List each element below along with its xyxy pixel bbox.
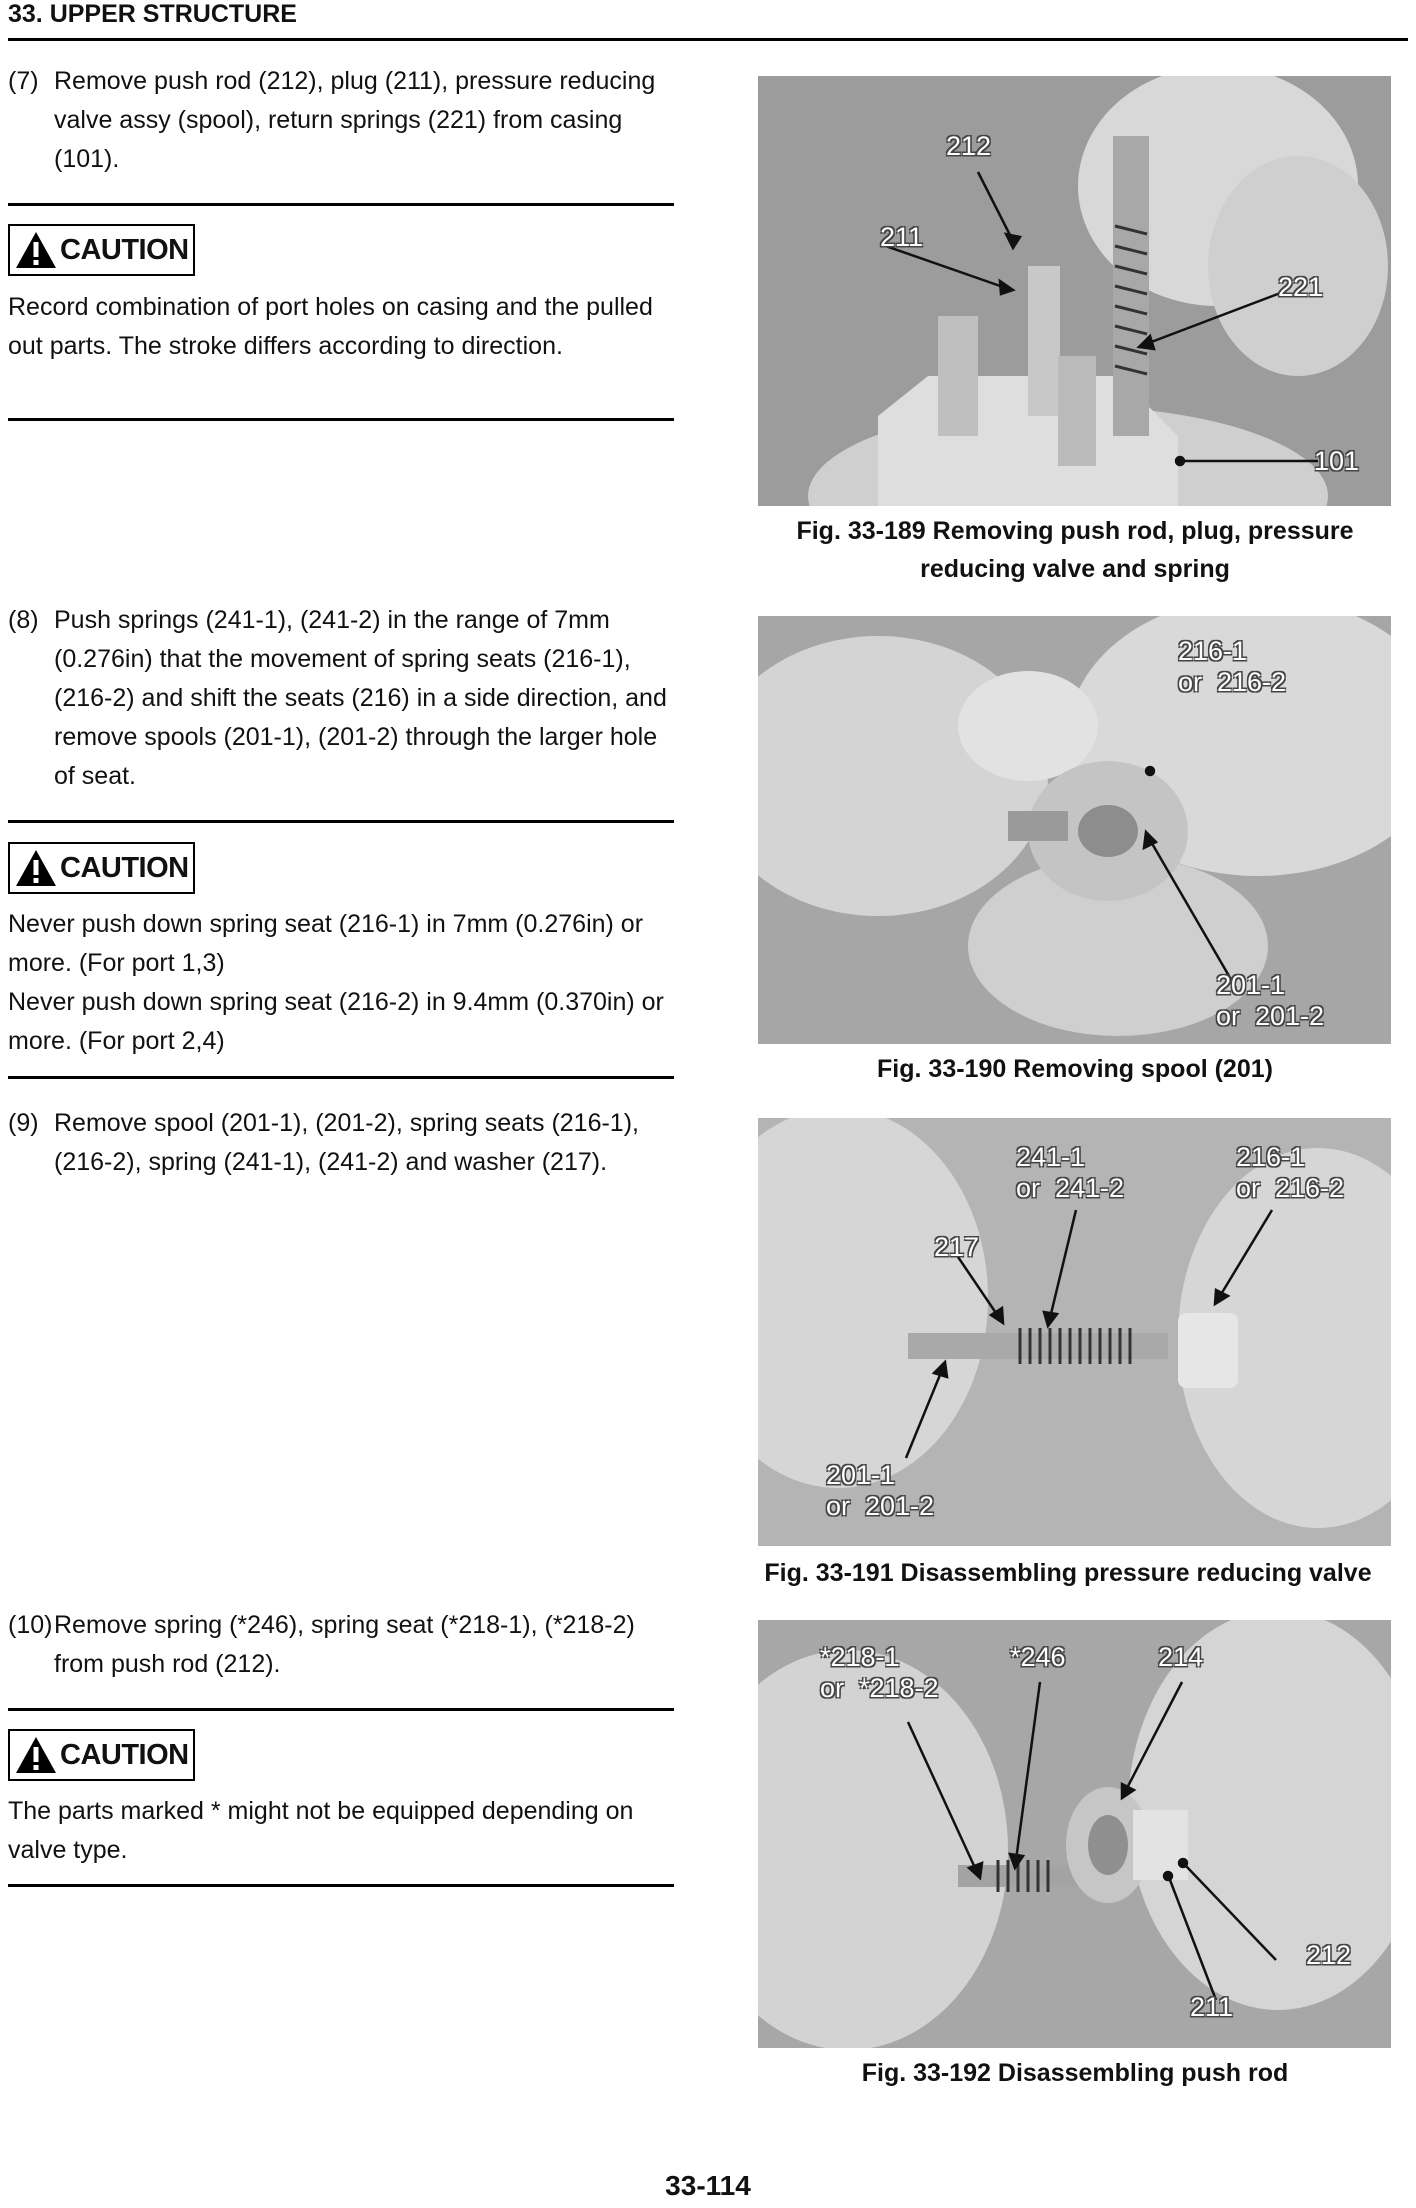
step-9	[8, 1104, 680, 1182]
caution-text: The parts marked * might not be equipped depending on valve type.	[8, 1797, 634, 1864]
caution-text: Never push down spring seat (216-2) in 9.4mm (0.370in) or more. (For port 2,4)	[8, 988, 664, 1055]
callout-214: 214	[1158, 1642, 1204, 1672]
step-text: Remove spool (201-1), (201-2), spring seats (216-1), (216-2), spring (241-1), (241-2) and washer (217).	[54, 1109, 639, 1176]
callout-246: *246	[1010, 1642, 1066, 1672]
caution-note-2	[8, 905, 680, 1061]
header-rule	[8, 38, 1408, 41]
callout-101: 101	[1314, 446, 1360, 476]
callout-201: 201-1 or 201-2	[1216, 970, 1325, 1031]
caution-label: CAUTION	[60, 1738, 189, 1771]
callout-212: 212	[1306, 1940, 1352, 1970]
step-8	[8, 601, 680, 796]
figure-photo-192	[758, 1620, 1391, 2048]
figure-photo-190	[758, 616, 1391, 1044]
caution-badge	[8, 1729, 195, 1781]
caution-text: Never push down spring seat (216-1) in 7mm (0.276in) or more. (For port 1,3)	[8, 910, 644, 977]
caution-rule-top	[8, 203, 674, 206]
caution-note-1	[8, 288, 680, 366]
caution-label: CAUTION	[60, 233, 189, 266]
step-text: Remove spring (*246), spring seat (*218-1), (*218-2) from push rod (212).	[54, 1611, 635, 1678]
callout-216: 216-1 or 216-2	[1236, 1142, 1345, 1203]
caution-note-3	[8, 1792, 680, 1870]
caution-badge	[8, 842, 195, 894]
step-7	[8, 62, 680, 179]
callout-218: *218-1 or *218-2	[820, 1642, 939, 1703]
figure-photo-189	[758, 76, 1391, 506]
figure-caption-191: Fig. 33-191 Disassembling pressure reducing valve	[764, 1559, 1372, 1587]
figure-caption-190: Fig. 33-190 Removing spool (201)	[877, 1055, 1273, 1083]
step-number: (7)	[8, 67, 39, 95]
caution-rule-bottom	[8, 1076, 674, 1079]
caution-rule-top	[8, 1708, 674, 1711]
figure-caption-189: Fig. 33-189 Removing push rod, plug, pressure reducing valve and spring	[796, 517, 1354, 583]
callout-212: 212	[946, 131, 992, 161]
step-number: (9)	[8, 1109, 39, 1137]
section-header: 33. UPPER STRUCTURE	[8, 0, 297, 28]
step-number: (8)	[8, 606, 39, 634]
caution-label: CAUTION	[60, 851, 189, 884]
step-number: (10)	[8, 1611, 53, 1639]
callout-216: 216-1 or 216-2	[1178, 636, 1287, 697]
caution-rule-top	[8, 820, 674, 823]
page-number: 33-114	[665, 2170, 751, 2201]
callout-241: 241-1 or 241-2	[1016, 1142, 1125, 1203]
warning-triangle-icon	[14, 1735, 58, 1775]
caution-rule-bottom	[8, 418, 674, 421]
step-10	[8, 1606, 680, 1684]
warning-triangle-icon	[14, 230, 58, 270]
callout-217: 217	[934, 1232, 980, 1262]
caution-rule-bottom	[8, 1884, 674, 1887]
callout-221: 221	[1278, 272, 1324, 302]
caution-text: Record combination of port holes on casing and the pulled out parts. The stroke differs according to direction.	[8, 293, 653, 360]
callout-201: 201-1 or 201-2	[826, 1460, 935, 1521]
figure-photo-191	[758, 1118, 1391, 1546]
figure-caption-192: Fig. 33-192 Disassembling push rod	[861, 2059, 1289, 2087]
callout-211: 211	[880, 222, 924, 252]
warning-triangle-icon	[14, 848, 58, 888]
step-text: Push springs (241-1), (241-2) in the range of 7mm (0.276in) that the movement of spring seats (216-1), (216-2) and shift the seats (216) in a side direction, and remove spools (201-1), (201-2) through the larger hole of seat.	[54, 606, 667, 790]
callout-211: 211	[1190, 1992, 1234, 2022]
caution-badge	[8, 224, 195, 276]
step-text: Remove push rod (212), plug (211), pressure reducing valve assy (spool), return springs (221) from casing (101).	[54, 67, 656, 173]
